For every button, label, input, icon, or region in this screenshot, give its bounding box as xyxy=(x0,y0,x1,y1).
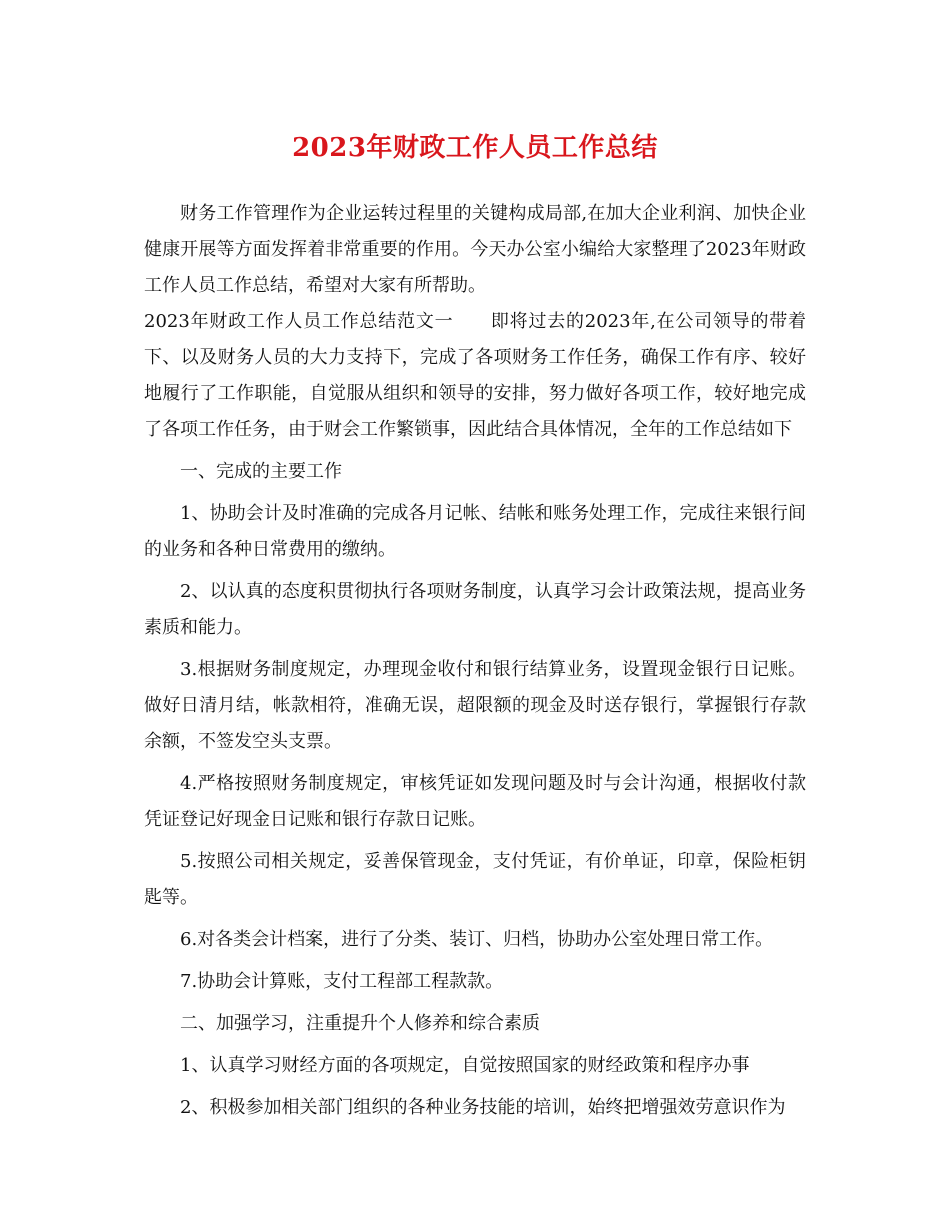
paragraph-item-1: 1、协助会计及时准确的完成各月记帐、结帐和账务处理工作，完成往来银行间的业务和各种日常费用的缴纳。 xyxy=(144,503,806,560)
paragraph-item-5: 5.按照公司相关规定，妥善保管现金，支付凭证，有价单证，印章，保险柜钥匙等。 xyxy=(144,851,806,908)
paragraph-item-2: 2、以认真的态度积贯彻执行各项财务制度，认真学习会计政策法规，提高业务素质和能力。 xyxy=(144,581,806,638)
paragraph-item-3: 3.根据财务制度规定，办理现金收付和银行结算业务，设置现金银行日记账。做好日清月结，帐款相符，准确无误，超限额的现金及时送存银行，掌握银行存款余额，不签发空头支票。 xyxy=(144,659,806,752)
section-heading-study: 二、加强学习，注重提升个人修养和综合素质 xyxy=(180,1013,540,1034)
paragraph-item-4: 4.严格按照财务制度规定，审核凭证如发现问题及时与会计沟通，根据收付款凭证登记好现金日记账和银行存款日记账。 xyxy=(144,773,806,830)
paragraph-item-6: 6.对各类会计档案，进行了分类、装订、归档，协助办公室处理日常工作。 xyxy=(180,929,774,950)
document-body xyxy=(144,196,806,1126)
section-heading-main-work: 一、完成的主要工作 xyxy=(180,461,342,482)
paragraph-study-2: 2、积极参加相关部门组织的各种业务技能的培训，始终把增强效劳意识作为 xyxy=(180,1097,786,1118)
paragraph-study-1: 1、认真学习财经方面的各项规定，自觉按照国家的财经政策和程序办事 xyxy=(180,1055,750,1076)
document-title: 2023年财政工作人员工作总结 xyxy=(292,133,658,163)
paragraph-intro: 财务工作管理作为企业运转过程里的关键构成局部,在加大企业利润、加快企业健康开展等方面发挥着非常重要的作用。今天办公室小编给大家整理了2023年财政工作人员工作总结，希望对大家有所帮助。 xyxy=(144,203,806,296)
paragraph-item-7: 7.协助会计算账，支付工程部工程款款。 xyxy=(180,971,504,992)
paragraph-sample-one: 2023年财政工作人员工作总结范文一 即将过去的2023年,在公司领导的带着下、以及财务人员的大力支持下，完成了各项财务工作任务，确保工作有序、较好地履行了工作职能，自觉服从组织和领导的安排，努力做好各项工作，较好地完成了各项工作任务，由于财会工作繁锁事，因此结合具体情况，全年的工作总结如下 xyxy=(144,311,806,440)
